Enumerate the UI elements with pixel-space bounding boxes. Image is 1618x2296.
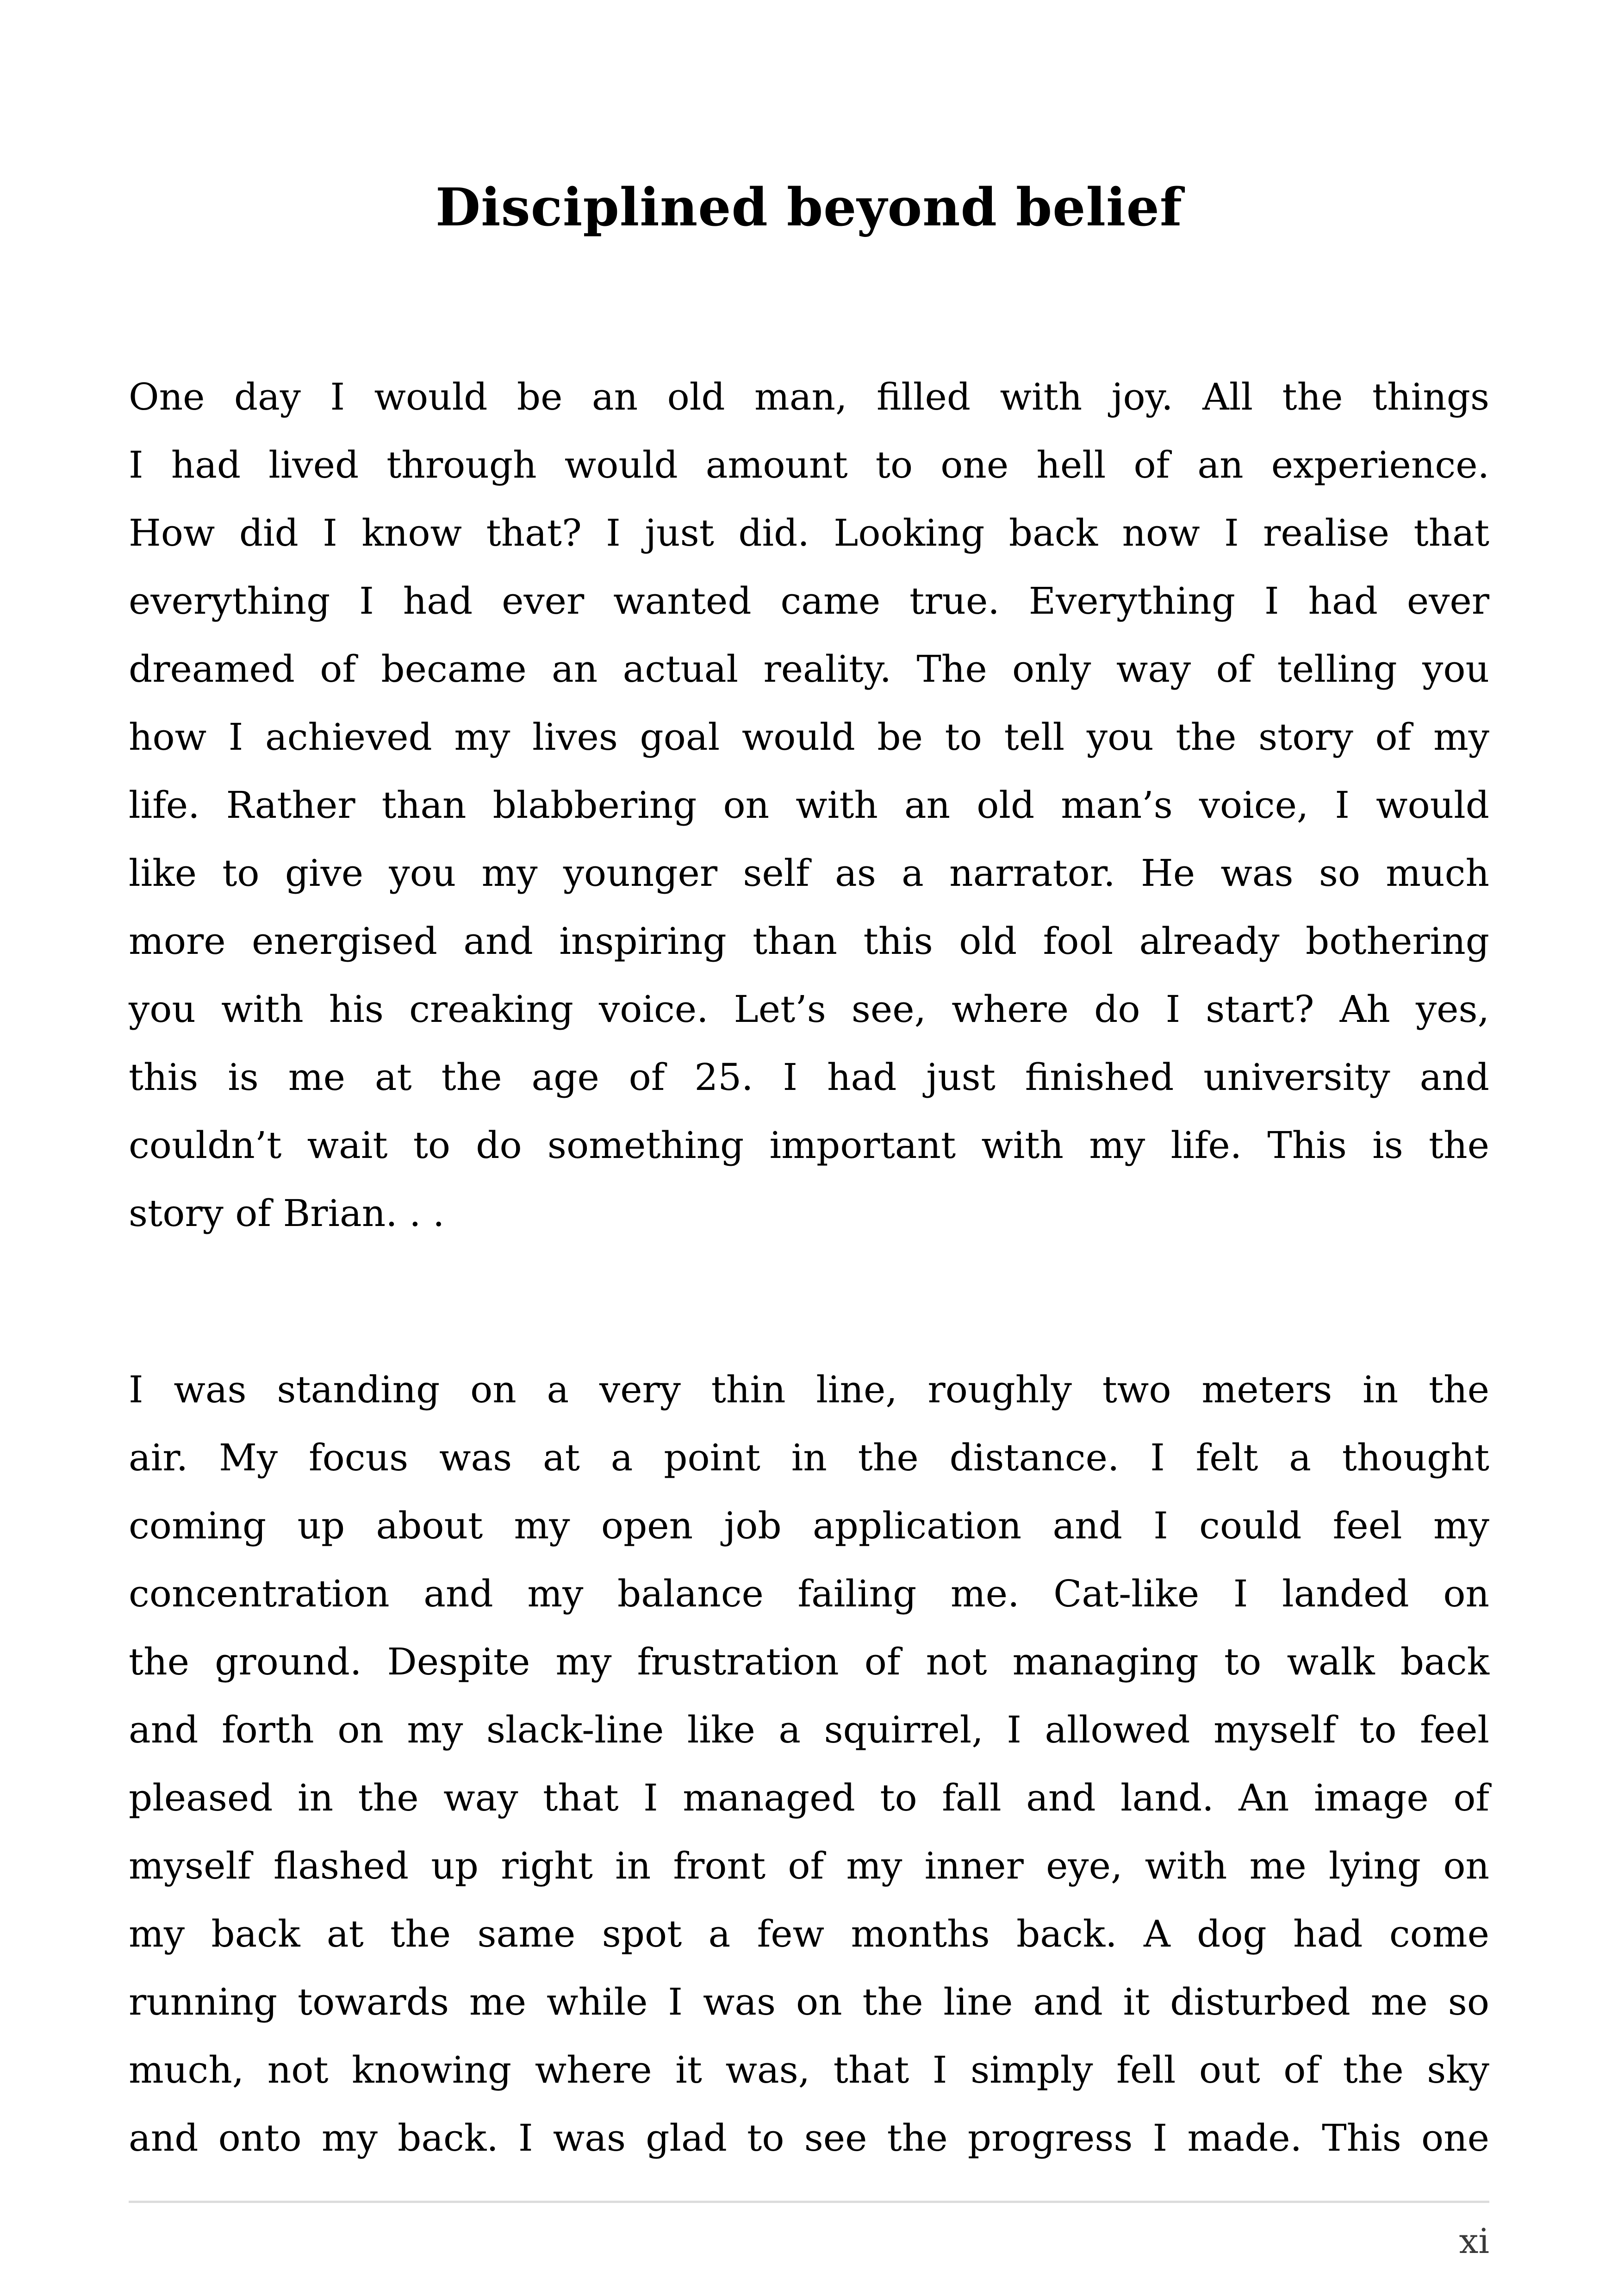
text-line: myself flashed up right in front of my inner eye, with me lying on [129, 1844, 1489, 1887]
footer-divider [129, 2201, 1489, 2203]
text-line: concentration and my balance failing me. Cat-like I landed on [129, 1572, 1489, 1615]
text-line: this is me at the age of 25. I had just finished university and [129, 1056, 1489, 1099]
text-line: I was standing on a very thin line, roughly two meters in the [129, 1368, 1489, 1411]
paragraph-1 [129, 363, 1489, 1247]
text-line: much, not knowing where it was, that I simply fell out of the sky [129, 2048, 1489, 2091]
text-line: like to give you my younger self as a narrator. He was so much [129, 852, 1489, 895]
text-line: story of Brian. . . [129, 1192, 445, 1235]
text-line: running towards me while I was on the line and it disturbed me so [129, 1980, 1489, 2023]
text-line: and forth on my slack-line like a squirrel, I allowed myself to feel [129, 1708, 1489, 1751]
text-line: how I achieved my lives goal would be to tell you the story of my [129, 716, 1489, 759]
text-line: my back at the same spot a few months back. A dog had come [129, 1912, 1489, 1955]
text-line: How did I know that? I just did. Looking back now I realise that [129, 511, 1489, 554]
text-line: you with his creaking voice. Let’s see, where do I start? Ah yes, [129, 988, 1489, 1031]
page-number: xi [1459, 2221, 1489, 2261]
text-line: pleased in the way that I managed to fall and land. An image of [129, 1776, 1489, 1819]
text-line: One day I would be an old man, filled with joy. All the things [129, 375, 1489, 418]
text-line: and onto my back. I was glad to see the progress I made. This one [129, 2116, 1489, 2159]
text-line: everything I had ever wanted came true. Everything I had ever [129, 579, 1489, 622]
text-line: coming up about my open job application and I could feel my [129, 1504, 1489, 1547]
text-line: couldn’t wait to do something important with my life. This is the [129, 1124, 1489, 1167]
chapter-title: Disciplined beyond belief [435, 177, 1183, 238]
text-line: air. My focus was at a point in the distance. I felt a thought [129, 1436, 1489, 1479]
text-line: the ground. Despite my frustration of not managing to walk back [129, 1640, 1489, 1683]
text-line: life. Rather than blabbering on with an old man’s voice, I would [129, 784, 1489, 827]
text-line: I had lived through would amount to one hell of an experience. [129, 443, 1489, 486]
text-line: more energised and inspiring than this old fool already bothering [129, 920, 1489, 963]
paragraph-2 [129, 1356, 1489, 2172]
text-line: dreamed of became an actual reality. The only way of telling you [129, 647, 1489, 691]
